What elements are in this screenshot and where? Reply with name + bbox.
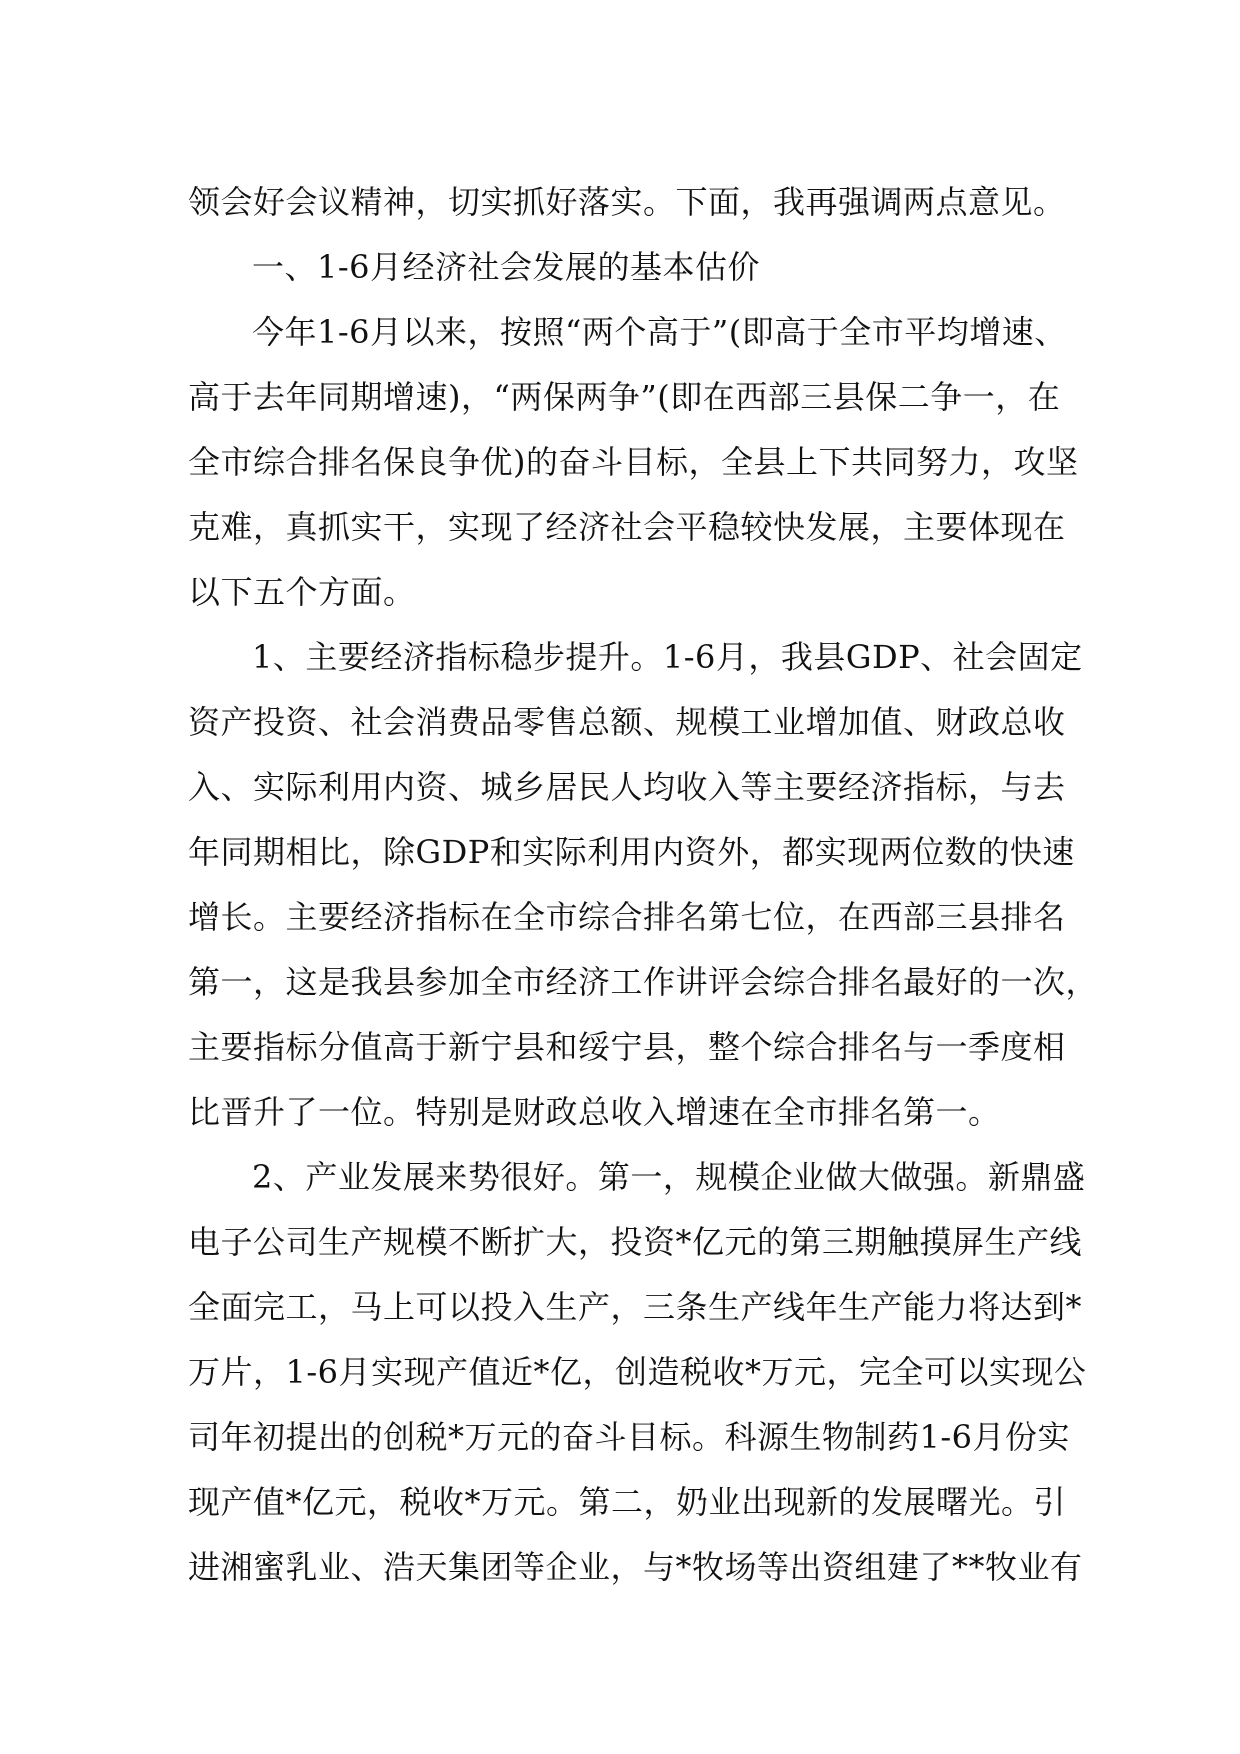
text-line: 高于去年同期增速)，“两保两争”(即在西部三县保二争一，在 xyxy=(188,378,1061,416)
text-line: 2、产业发展来势很好。第一，规模企业做大做强。新鼎盛 xyxy=(252,1158,1086,1196)
text-line: 万片，1-6月实现产值近*亿，创造税收*万元，完全可以实现公 xyxy=(188,1353,1087,1391)
text-line: 入、实际利用内资、城乡居民人均收入等主要经济指标，与去 xyxy=(188,768,1066,806)
text-line: 克难，真抓实干，实现了经济社会平稳较快发展，主要体现在 xyxy=(188,508,1066,546)
text-line: 比晋升了一位。特别是财政总收入增速在全市排名第一。 xyxy=(188,1093,1001,1131)
text-line: 年同期相比，除GDP和实际利用内资外，都实现两位数的快速 xyxy=(188,833,1075,871)
text-line: 1、主要经济指标稳步提升。1-6月，我县GDP、社会固定 xyxy=(252,638,1083,676)
text-line: 主要指标分值高于新宁县和绥宁县，整个综合排名与一季度相 xyxy=(188,1028,1066,1066)
text-line: 进湘蜜乳业、浩天集团等企业，与*牧场等出资组建了**牧业有 xyxy=(188,1548,1083,1586)
text-line: 全面完工，马上可以投入生产，三条生产线年生产能力将达到* xyxy=(188,1288,1083,1326)
text-line: 全市综合排名保良争优)的奋斗目标，全县上下共同努力，攻坚 xyxy=(188,443,1079,481)
text-line: 电子公司生产规模不断扩大，投资*亿元的第三期触摸屏生产线 xyxy=(188,1223,1083,1261)
text-line: 领会好会议精神，切实抓好落实。下面，我再强调两点意见。 xyxy=(188,183,1066,221)
text-line: 今年1-6月以来，按照“两个高于”(即高于全市平均增速、 xyxy=(252,313,1067,351)
text-line: 第一，这是我县参加全市经济工作讲评会综合排名最好的一次， xyxy=(188,963,1099,1001)
text-line: 以下五个方面。 xyxy=(188,573,416,611)
text-line: 司年初提出的创税*万元的奋斗目标。科源生物制药1-6月份实 xyxy=(188,1418,1071,1456)
text-line: 增长。主要经济指标在全市综合排名第七位，在西部三县排名 xyxy=(188,898,1066,936)
text-line: 现产值*亿元，税收*万元。第二，奶业出现新的发展曙光。引 xyxy=(188,1483,1067,1521)
text-line: 资产投资、社会消费品零售总额、规模工业增加值、财政总收 xyxy=(188,703,1066,741)
section-heading: 一、1-6月经济社会发展的基本估价 xyxy=(252,248,761,286)
body-text xyxy=(188,170,1099,1600)
